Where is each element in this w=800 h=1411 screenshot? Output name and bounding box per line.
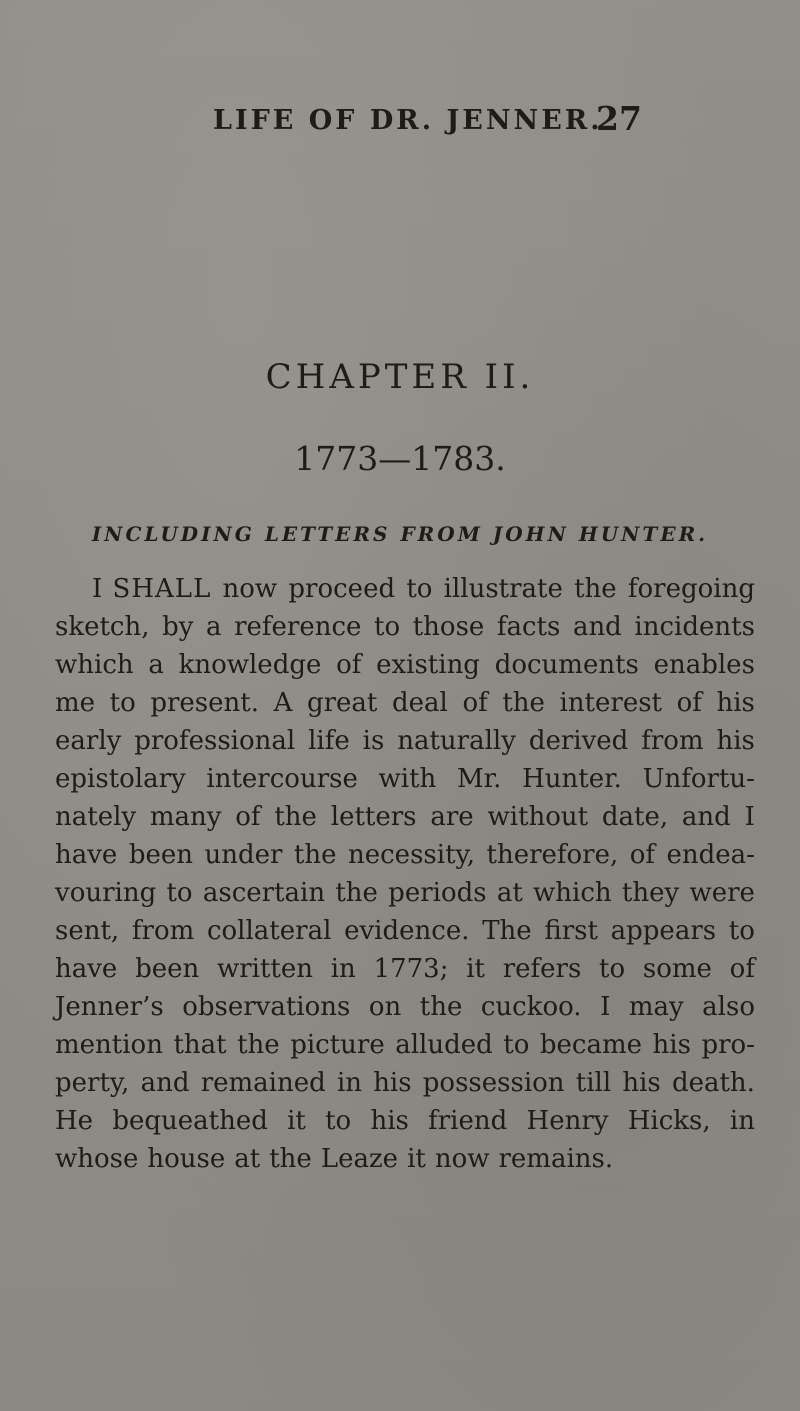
word: have <box>55 840 118 870</box>
word: those <box>412 612 485 642</box>
word: reference <box>234 612 362 642</box>
word: illustrate <box>443 574 563 604</box>
word: professional <box>134 726 296 756</box>
word: the <box>274 802 317 832</box>
word: existing <box>376 650 480 680</box>
word: refers <box>502 954 582 984</box>
word: proceed <box>288 574 396 604</box>
word: nately <box>55 802 137 832</box>
word: first <box>544 916 598 946</box>
word: a <box>206 612 222 642</box>
word: incidents <box>634 612 755 642</box>
word: therefore, <box>486 840 619 870</box>
running-head <box>0 99 800 145</box>
word: the <box>269 1144 312 1174</box>
text-line <box>55 874 755 912</box>
word: Leaze <box>320 1144 399 1174</box>
text-line <box>55 722 755 760</box>
word: interest <box>559 688 663 718</box>
word: written <box>216 954 313 984</box>
word: his <box>373 1068 412 1098</box>
word: till <box>575 1068 612 1098</box>
word: picture <box>290 1030 385 1060</box>
word: death. <box>671 1068 755 1098</box>
word: to <box>728 916 755 946</box>
word: are <box>430 802 474 832</box>
word: it <box>287 1106 306 1136</box>
word: He <box>55 1106 94 1136</box>
word: at <box>234 1144 261 1174</box>
word: observations <box>182 992 351 1022</box>
text-line <box>55 950 755 988</box>
word: with <box>378 764 437 794</box>
word: his <box>370 1106 409 1136</box>
word: deal <box>391 688 448 718</box>
word: the <box>237 1030 280 1060</box>
word: Hunter. <box>522 764 622 794</box>
word: and <box>681 802 731 832</box>
word: remains. <box>498 1144 614 1174</box>
word: the <box>293 840 337 870</box>
word: to <box>374 612 401 642</box>
text-line <box>55 988 755 1026</box>
word: the <box>502 688 545 718</box>
word: were <box>689 878 755 908</box>
text-line <box>55 760 755 798</box>
word: derived <box>528 726 629 756</box>
word: to <box>406 574 433 604</box>
text-line <box>55 1026 755 1064</box>
word: to <box>599 954 626 984</box>
chapter-subtitle: INCLUDING LETTERS FROM JOHN HUNTER. <box>91 522 709 546</box>
word: early <box>55 726 122 756</box>
word: and <box>572 612 622 642</box>
word: appears <box>610 916 717 946</box>
word: they <box>621 878 680 908</box>
word: many <box>149 802 222 832</box>
word: mention <box>55 1030 163 1060</box>
text-line <box>55 570 755 608</box>
word: a <box>148 650 164 680</box>
text-line <box>55 684 755 722</box>
word: cuckoo. <box>480 992 582 1022</box>
word: alluded <box>395 1030 493 1060</box>
word: evidence. <box>344 916 470 946</box>
text-line <box>55 1102 755 1140</box>
word: facts <box>496 612 561 642</box>
word: to <box>503 1030 530 1060</box>
word: great <box>306 688 378 718</box>
word: his <box>716 726 755 756</box>
word: to <box>166 878 193 908</box>
text-line <box>55 836 755 874</box>
word: been <box>128 840 193 870</box>
word: Hicks, <box>627 1106 711 1136</box>
word: which <box>533 878 612 908</box>
word: now <box>222 574 278 604</box>
word: that <box>173 1030 227 1060</box>
word: me <box>55 688 96 718</box>
word: letters <box>330 802 417 832</box>
word: from <box>131 916 195 946</box>
word: the <box>574 574 617 604</box>
word: the <box>419 992 463 1022</box>
word: vouring <box>55 878 157 908</box>
word: on <box>368 992 402 1022</box>
word: his <box>716 688 755 718</box>
word: remained <box>200 1068 326 1098</box>
word: and <box>140 1068 190 1098</box>
word: friend <box>428 1106 508 1136</box>
word: by <box>162 612 194 642</box>
text-line <box>55 1064 755 1102</box>
word: also <box>702 992 755 1022</box>
word: of <box>462 688 488 718</box>
word: ascertain <box>202 878 326 908</box>
word: now <box>434 1144 490 1174</box>
word: Jenner’s <box>55 992 164 1022</box>
word: knowledge <box>178 650 322 680</box>
word: naturally <box>397 726 516 756</box>
word: documents <box>494 650 639 680</box>
word: of <box>729 954 755 984</box>
chapter-dates: 1773—1783. <box>294 439 506 478</box>
text-line <box>55 608 755 646</box>
word: date, <box>601 802 669 832</box>
word: of <box>336 650 362 680</box>
word: became <box>539 1030 643 1060</box>
word: it <box>466 954 485 984</box>
word: it <box>407 1144 426 1174</box>
word: his <box>622 1068 661 1098</box>
word: periods <box>388 878 487 908</box>
word: Henry <box>526 1106 609 1136</box>
chapter-title: CHAPTER II. <box>265 357 535 397</box>
word: I <box>744 802 755 832</box>
word: whose <box>55 1144 139 1174</box>
word: necessity, <box>347 840 476 870</box>
word: may <box>628 992 684 1022</box>
text-line <box>55 646 755 684</box>
word: under <box>204 840 283 870</box>
word: house <box>147 1144 226 1174</box>
word: in <box>336 1068 362 1098</box>
word: from <box>641 726 704 756</box>
word: to <box>325 1106 352 1136</box>
word: bequeathed <box>112 1106 268 1136</box>
word: 1773; <box>373 954 449 984</box>
word: some <box>642 954 712 984</box>
word: collateral <box>206 916 332 946</box>
word: perty, <box>55 1068 130 1098</box>
word: possession <box>422 1068 565 1098</box>
word: of <box>235 802 261 832</box>
word: Unfortu- <box>642 764 755 794</box>
word: endea- <box>666 840 755 870</box>
word: present. <box>150 688 259 718</box>
text-line <box>55 798 755 836</box>
word: sketch, <box>55 612 150 642</box>
word: of <box>629 840 656 870</box>
word: been <box>135 954 200 984</box>
word: The <box>482 916 532 946</box>
word: his <box>652 1030 691 1060</box>
word: sent, <box>55 916 120 946</box>
word: which <box>55 650 134 680</box>
body-paragraph <box>55 570 755 1178</box>
word: the <box>335 878 378 908</box>
word: have <box>55 954 118 984</box>
text-line <box>55 912 755 950</box>
word: is <box>362 726 385 756</box>
word: pro- <box>701 1030 755 1060</box>
word: I <box>600 992 611 1022</box>
word: I SHALL <box>92 574 212 604</box>
word: to <box>109 688 136 718</box>
word: Mr. <box>456 764 502 794</box>
word: A <box>273 688 293 718</box>
word: intercourse <box>206 764 358 794</box>
word: at <box>496 878 523 908</box>
page-number: 27 <box>596 99 642 138</box>
word: foregoing <box>627 574 755 604</box>
word: in <box>729 1106 755 1136</box>
word: life <box>308 726 350 756</box>
word: in <box>330 954 356 984</box>
word: enables <box>653 650 755 680</box>
running-title: LIFE OF DR. JENNER. <box>213 105 603 136</box>
text-line <box>55 1140 755 1178</box>
word: epistolary <box>55 764 186 794</box>
word: of <box>676 688 702 718</box>
word: without <box>487 802 589 832</box>
